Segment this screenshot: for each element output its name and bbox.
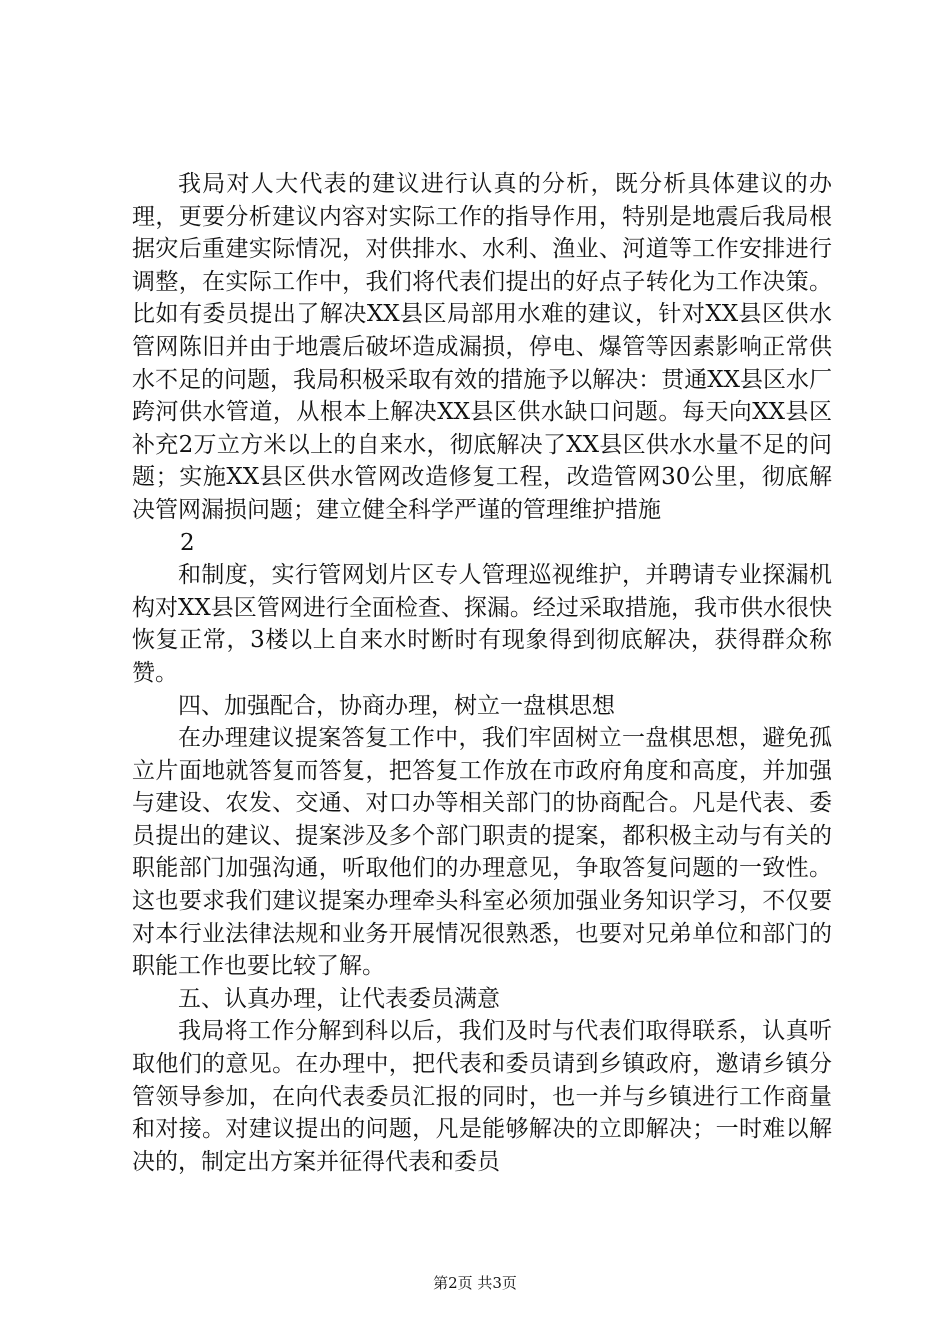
page-footer: 第2页 共3页 xyxy=(433,1274,517,1292)
section-heading: 四、加强配合，协商办理，树立一盘棋思想 xyxy=(178,692,615,719)
section-heading: 五、认真办理，让代表委员满意 xyxy=(178,985,500,1012)
body-paragraph: 我局将工作分解到科以后，我们及时与代表们取得联系，认真听取他们的意见。在办理中，把代表和委员请到乡镇政府，邀请乡镇分管领导参加，在向代表委员汇报的同时，也一并与乡镇进行工作商量和对接。对建议提出的问题，凡是能够解决的立即解决；一时难以解决的，制定出方案并征得代表和委员 xyxy=(132,1018,832,1175)
document-body xyxy=(132,168,832,1178)
body-paragraph: 我局对人大代表的建议进行认真的分析，既分析具体建议的办理，更要分析建议内容对实际工作的指导作用，特别是地震后我局根据灾后重建实际情况，对供排水、水利、渔业、河道等工作安排进行调整，在实际工作中，我们将代表们提出的好点子转化为工作决策。比如有委员提出了解决XX县区局部用水难的建议，针对XX县区供水管网陈旧并由于地震后破坏造成漏损，停电、爆管等因素影响正常供水不足的问题，我局积极采取有效的措施予以解决：贯通XX县区水厂跨河供水管道，从根本上解决XX县区供水缺口问题。每天向XX县区补充2万立方米以上的自来水，彻底解决了XX县区供水水量不足的问题；实施XX县区供水管网改造修复工程，改造管网30公里，彻底解决管网漏损问题；建立健全科学严谨的管理维护措施 xyxy=(132,171,832,523)
body-paragraph: 在办理建议提案答复工作中，我们牢固树立一盘棋思想，避免孤立片面地就答复而答复，把答复工作放在市政府角度和高度，并加强与建设、农发、交通、对口办等相关部门的协商配合。凡是代表、委员提出的建议、提案涉及多个部门职责的提案，都积极主动与有关的职能部门加强沟通，听取他们的办理意见，争取答复问题的一致性。这也要求我们建议提案办理牵头科室必须加强业务知识学习，不仅要对本行业法律法规和业务开展情况很熟悉，也要对兄弟单位和部门的职能工作也要比较了解。 xyxy=(132,725,832,980)
body-paragraph: 和制度，实行管网划片区专人管理巡视维护，并聘请专业探漏机构对XX县区管网进行全面检查、探漏。经过采取措施，我市供水很快恢复正常，3楼以上自来水时断时有现象得到彻底解决，获得群众称赞。 xyxy=(132,562,832,686)
inline-page-number: 2 xyxy=(180,529,195,556)
